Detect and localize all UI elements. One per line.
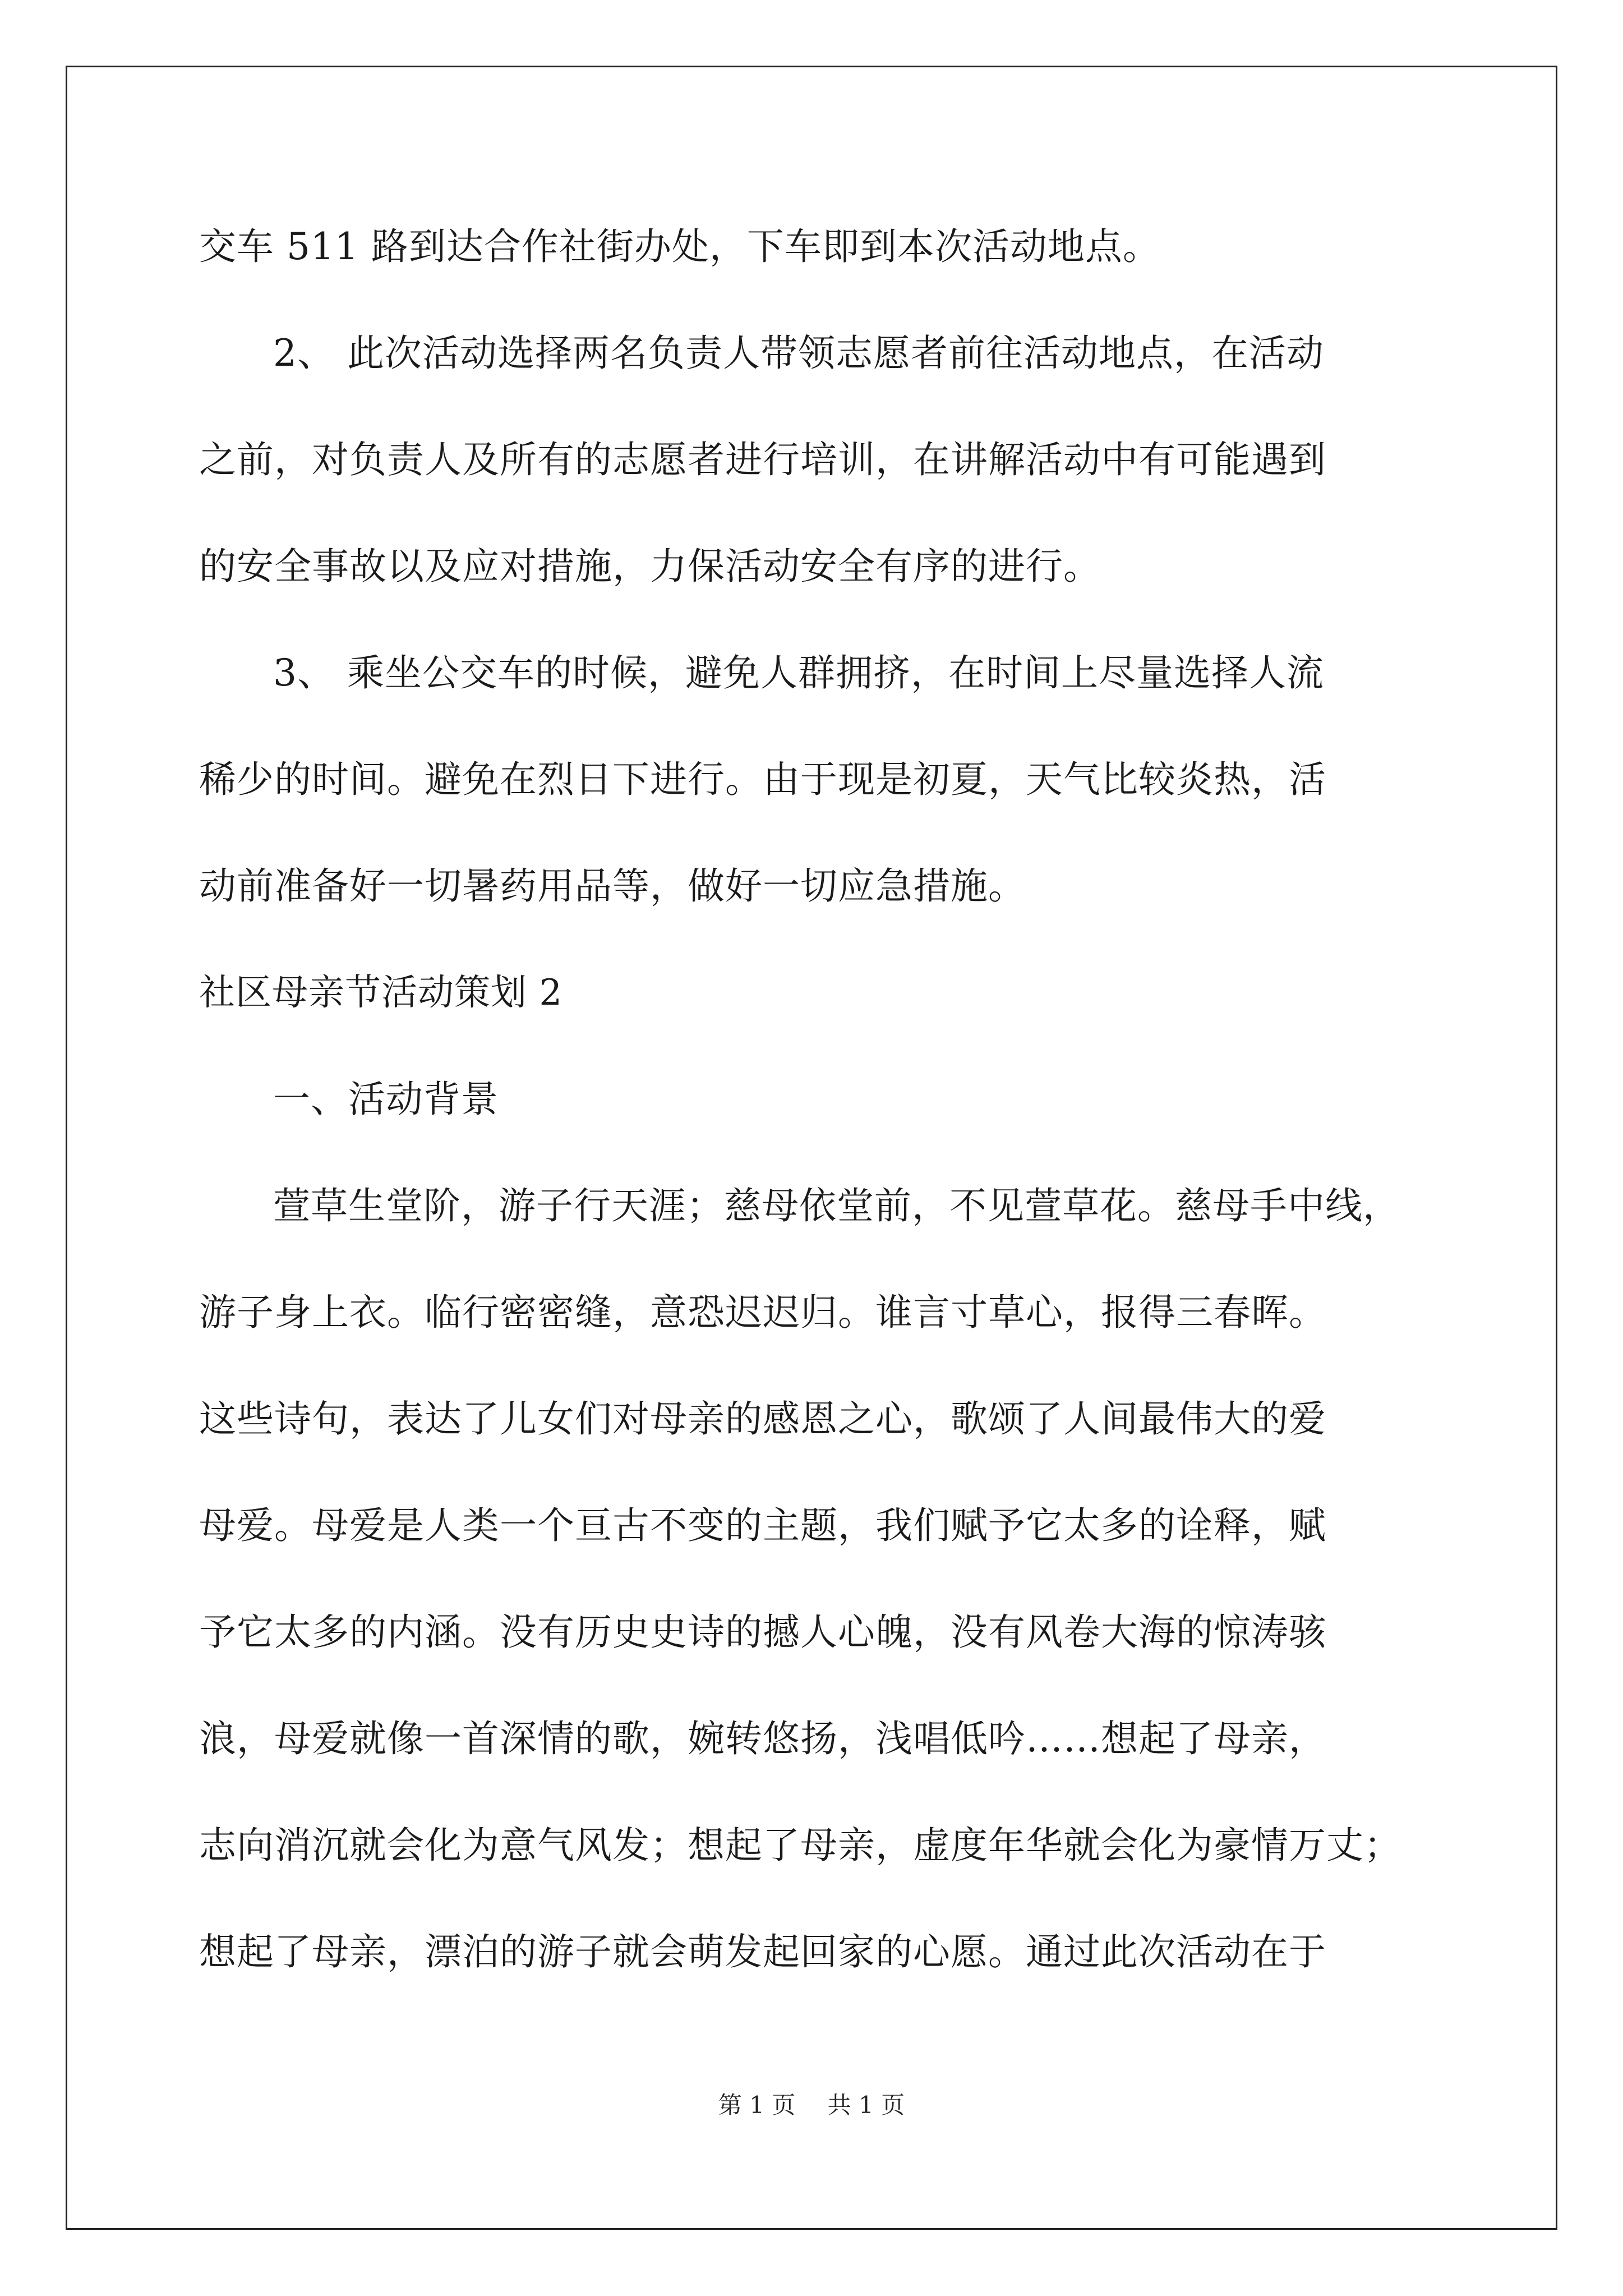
text-line: 交车 511 路到达合作社街办处，下车即到本次活动地点。 bbox=[199, 225, 1160, 268]
text-line: 稀少的时间。避免在烈日下进行。由于现是初夏，天气比较炎热，活 bbox=[199, 758, 1326, 801]
text-line: 志向消沉就会化为意气风发；想起了母亲，虚度年华就会化为豪情万丈； bbox=[199, 1824, 1401, 1867]
document-body bbox=[199, 194, 1433, 2005]
text-line: 动前准备好一切暑药用品等，做好一切应急措施。 bbox=[199, 864, 1026, 908]
text-line: 想起了母亲，漂泊的游子就会萌发起回家的心愿。通过此次活动在于 bbox=[199, 1930, 1326, 1973]
text-line: 予它太多的内涵。没有历史史诗的撼人心魄，没有风卷大海的惊涛骇 bbox=[199, 1611, 1326, 1654]
text-line: 2、 此次活动选择两名负责人带领志愿者前往活动地点，在活动 bbox=[273, 332, 1324, 375]
page-footer bbox=[0, 2087, 1623, 2120]
page-number: 第 1 页 bbox=[718, 2091, 796, 2119]
text-line: 游子身上衣。临行密密缝，意恐迟迟归。谁言寸草心，报得三春晖。 bbox=[199, 1291, 1326, 1334]
text-line: 的安全事故以及应对措施，力保活动安全有序的进行。 bbox=[199, 545, 1101, 588]
page-total: 共 1 页 bbox=[827, 2091, 905, 2119]
text-line: 母爱。母爱是人类一个亘古不变的主题，我们赋予它太多的诠释，赋 bbox=[199, 1504, 1326, 1547]
text-line: 浪，母爱就像一首深情的歌，婉转悠扬，浅唱低吟……想起了母亲， bbox=[199, 1717, 1326, 1760]
section-heading: 社区母亲节活动策划 2 bbox=[199, 972, 563, 1014]
text-line: 萱草生堂阶，游子行天涯；慈母依堂前，不见萱草花。慈母手中线， bbox=[273, 1184, 1400, 1227]
text-line: 这些诗句，表达了儿女们对母亲的感恩之心，歌颂了人间最伟大的爱 bbox=[199, 1397, 1326, 1441]
text-line: 之前，对负责人及所有的志愿者进行培训，在讲解活动中有可能遇到 bbox=[199, 438, 1326, 481]
text-line: 3、 乘坐公交车的时候，避免人群拥挤，在时间上尽量选择人流 bbox=[273, 651, 1324, 694]
text-line: 一、活动背景 bbox=[273, 1078, 499, 1121]
